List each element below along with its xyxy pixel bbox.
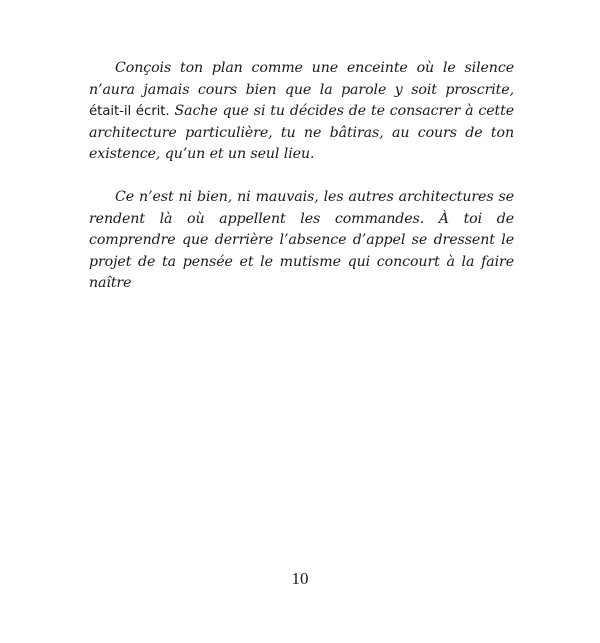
paragraph-1-upright-phrase: était-il écrit. [89,104,170,119]
page-number: 10 [291,569,309,588]
paragraph-1-part-1: Conçois ton plan comme une enceinte où le silence n’aura jamais cours bien que la parole y soit proscrite, [89,60,514,98]
paragraph-1 [89,58,514,166]
body-text [89,58,514,295]
paragraph-2: Ce n’est ni bien, ni mauvais, les autres architectures se rendent là où appellent les commandes. À toi de comprendre que derrière l’absence d’appel se dressent le projet de ta pensée et le mutisme qui concourt à la faire naître [89,189,514,291]
paragraph-1-part-3: Sache que si tu décides de te consacrer à cette architecture particulière, tu ne bâtiras, au cours de ton existence, qu’un et un seul lieu. [89,103,514,162]
